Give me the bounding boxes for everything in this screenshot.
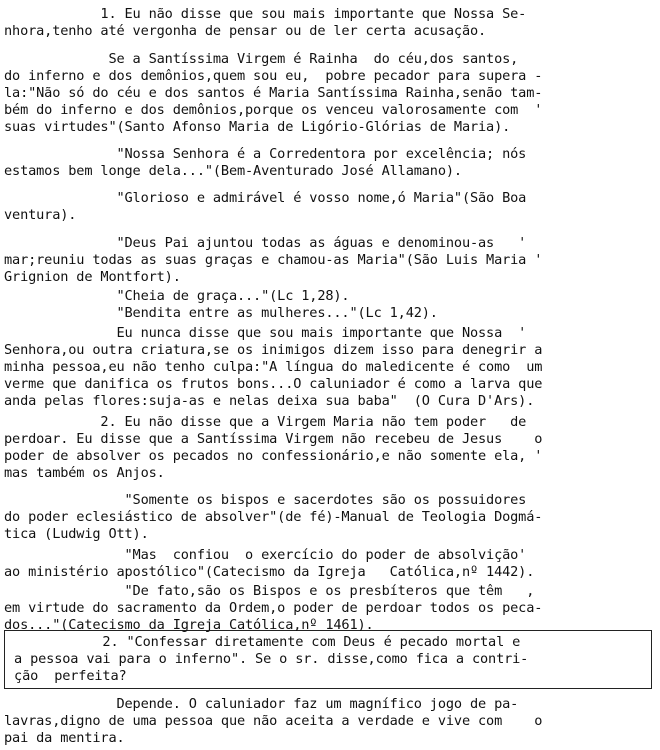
text-line: ventura). bbox=[4, 207, 77, 223]
text-line: Se a Santíssima Virgem é Rainha do céu,dos santos, bbox=[4, 51, 519, 67]
text-line: 2. Eu não disse que a Virgem Maria não tem poder de bbox=[4, 414, 527, 430]
question-line: ção perfeita? bbox=[6, 668, 127, 684]
text-line: perdoar. Eu disse que a Santíssima Virgem não recebeu de Jesus o bbox=[4, 431, 543, 447]
text-line: dos..."(Catecismo da Igreja Católica,nº 1461). bbox=[4, 617, 374, 633]
text-line: 1. Eu não disse que sou mais importante que Nossa Se- bbox=[4, 6, 527, 22]
text-line: "De fato,são os Bispos e os presbíteros que têm , bbox=[4, 583, 535, 599]
text-line: pai da mentira. bbox=[4, 730, 125, 746]
text-line: em virtude do sacramento da Ordem,o poder de perdoar todos os peca- bbox=[4, 600, 543, 616]
text-line: "Mas confiou o exercício do poder de absolvição' bbox=[4, 547, 527, 563]
text-line: ao ministério apostólico"(Catecismo da Igreja Católica,nº 1442). bbox=[4, 564, 535, 580]
text-line: verme que danifica os frutos bons...O caluniador é como a larva que bbox=[4, 376, 543, 392]
text-line: Grignion de Montfort). bbox=[4, 269, 181, 285]
text-line: "Glorioso e admirável é vosso nome,ó Maria"(São Boa bbox=[4, 190, 527, 206]
text-line: do poder eclesiástico de absolver"(de fé)-Manual de Teologia Dogmá- bbox=[4, 509, 543, 525]
text-line: Depende. O caluniador faz um magnífico jogo de pa- bbox=[4, 696, 519, 712]
question-line: a pessoa vai para o inferno". Se o sr. disse,como fica a contri- bbox=[6, 651, 529, 667]
text-line: Senhora,ou outra criatura,se os inimigos dizem isso para denegrir a bbox=[4, 342, 543, 358]
text-line: anda pelas flores:suja-as e nelas deixa sua baba" (O Cura D'Ars). bbox=[4, 393, 535, 409]
text-line: suas virtudes"(Santo Afonso Maria de Ligório-Glórias de Maria). bbox=[4, 119, 511, 135]
text-line: "Bendita entre as mulheres..."(Lc 1,42). bbox=[4, 305, 438, 321]
text-line: do inferno e dos demônios,quem sou eu, pobre pecador para supera - bbox=[4, 68, 543, 84]
text-line: "Deus Pai ajuntou todas as águas e denominou-as ' bbox=[4, 235, 527, 251]
text-line: Eu nunca disse que sou mais importante que Nossa ' bbox=[4, 325, 527, 341]
text-line: bém do inferno e dos demônios,porque os venceu valorosamente com ' bbox=[4, 102, 543, 118]
text-line: "Nossa Senhora é a Corredentora por excelência; nós bbox=[4, 146, 527, 162]
text-line: mar;reuniu todas as suas graças e chamou-as Maria"(São Luis Maria ' bbox=[4, 252, 543, 268]
text-line: lavras,digno de uma pessoa que não aceita a verdade e vive com o bbox=[4, 713, 543, 729]
text-line: tica (Ludwig Ott). bbox=[4, 526, 149, 542]
text-line: estamos bem longe dela..."(Bem-Aventurado José Allamano). bbox=[4, 163, 462, 179]
text-line: "Cheia de graça..."(Lc 1,28). bbox=[4, 288, 350, 304]
text-line: mas também os Anjos. bbox=[4, 465, 165, 481]
text-line: nhora,tenho até vergonha de pensar ou de ler certa acusação. bbox=[4, 23, 487, 39]
text-line: la:"Não só do céu e dos santos é Maria Santíssima Rainha,senão tam- bbox=[4, 85, 543, 101]
text-line: "Somente os bispos e sacerdotes são os possuidores bbox=[4, 492, 527, 508]
question-line: 2. "Confessar diretamente com Deus é pecado mortal e bbox=[6, 634, 521, 650]
text-line: minha pessoa,eu não tenho culpa:"A língua do maledicente é como um bbox=[4, 359, 543, 375]
text-line: poder de absolver os pecados no confessionário,e não somente ela, ' bbox=[4, 448, 543, 464]
